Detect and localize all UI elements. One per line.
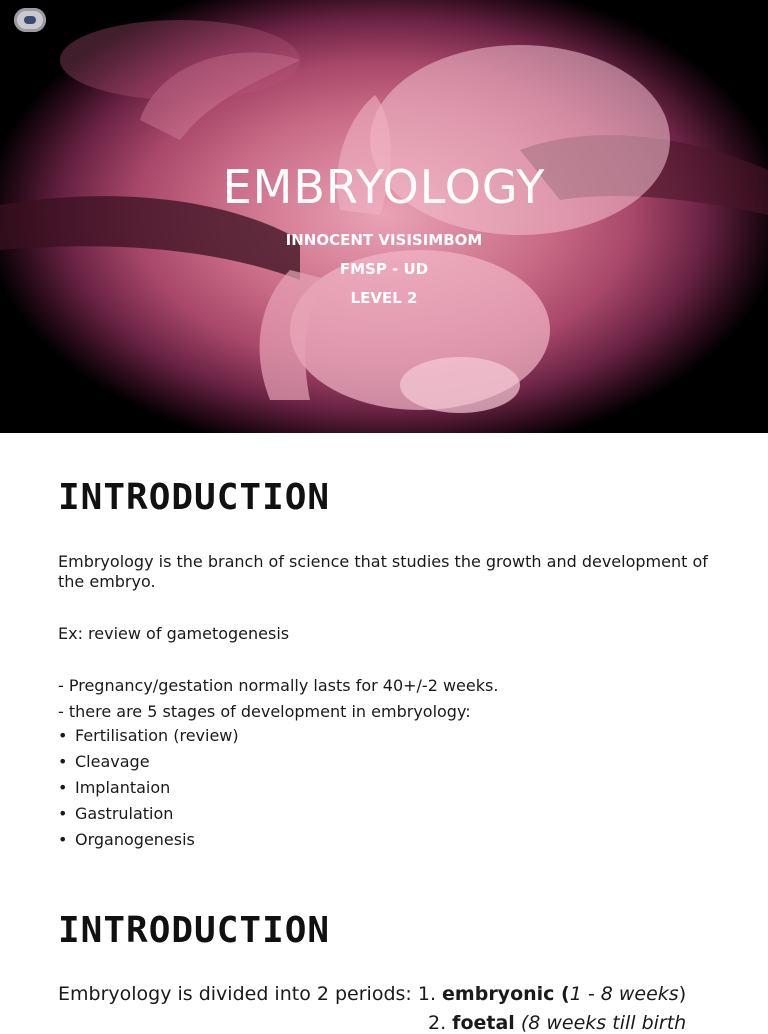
periods-line: Embryology is divided into 2 periods: 1. embryonic (1 - 8 weeks)	[58, 983, 687, 1005]
institution-logo	[14, 8, 46, 32]
slide-title: EMBRYOLOGY	[222, 160, 546, 214]
list-item: • Gastrulation	[58, 804, 174, 823]
level-label: LEVEL 2	[350, 289, 418, 307]
foetal-period-line: 2. foetal (8 weeks till birth	[428, 1012, 687, 1034]
list-item: • Cleavage	[58, 752, 150, 771]
stages-list	[58, 723, 239, 853]
pregnancy-duration-line: - Pregnancy/gestation normally lasts for 40+/-2 weeks.	[58, 676, 499, 695]
title-slide	[0, 0, 768, 433]
list-item: • Implantaion	[58, 778, 171, 797]
list-item: • Fertilisation (review)	[58, 726, 239, 745]
list-item: • Organogenesis	[58, 830, 195, 849]
introduction-heading: INTRODUCTION	[58, 477, 331, 518]
stages-intro-line: - there are 5 stages of development in embryology:	[58, 702, 471, 721]
author-name: INNOCENT VISISIMBOM	[285, 231, 483, 249]
embryo-illustration	[0, 0, 768, 433]
introduction-heading-2: INTRODUCTION	[58, 910, 331, 951]
embryology-definition: Embryology is the branch of science that studies the growth and development of the embryo.	[58, 552, 708, 591]
example-line: Ex: review of gametogenesis	[58, 624, 290, 643]
institution-name: FMSP - UD	[339, 260, 429, 278]
